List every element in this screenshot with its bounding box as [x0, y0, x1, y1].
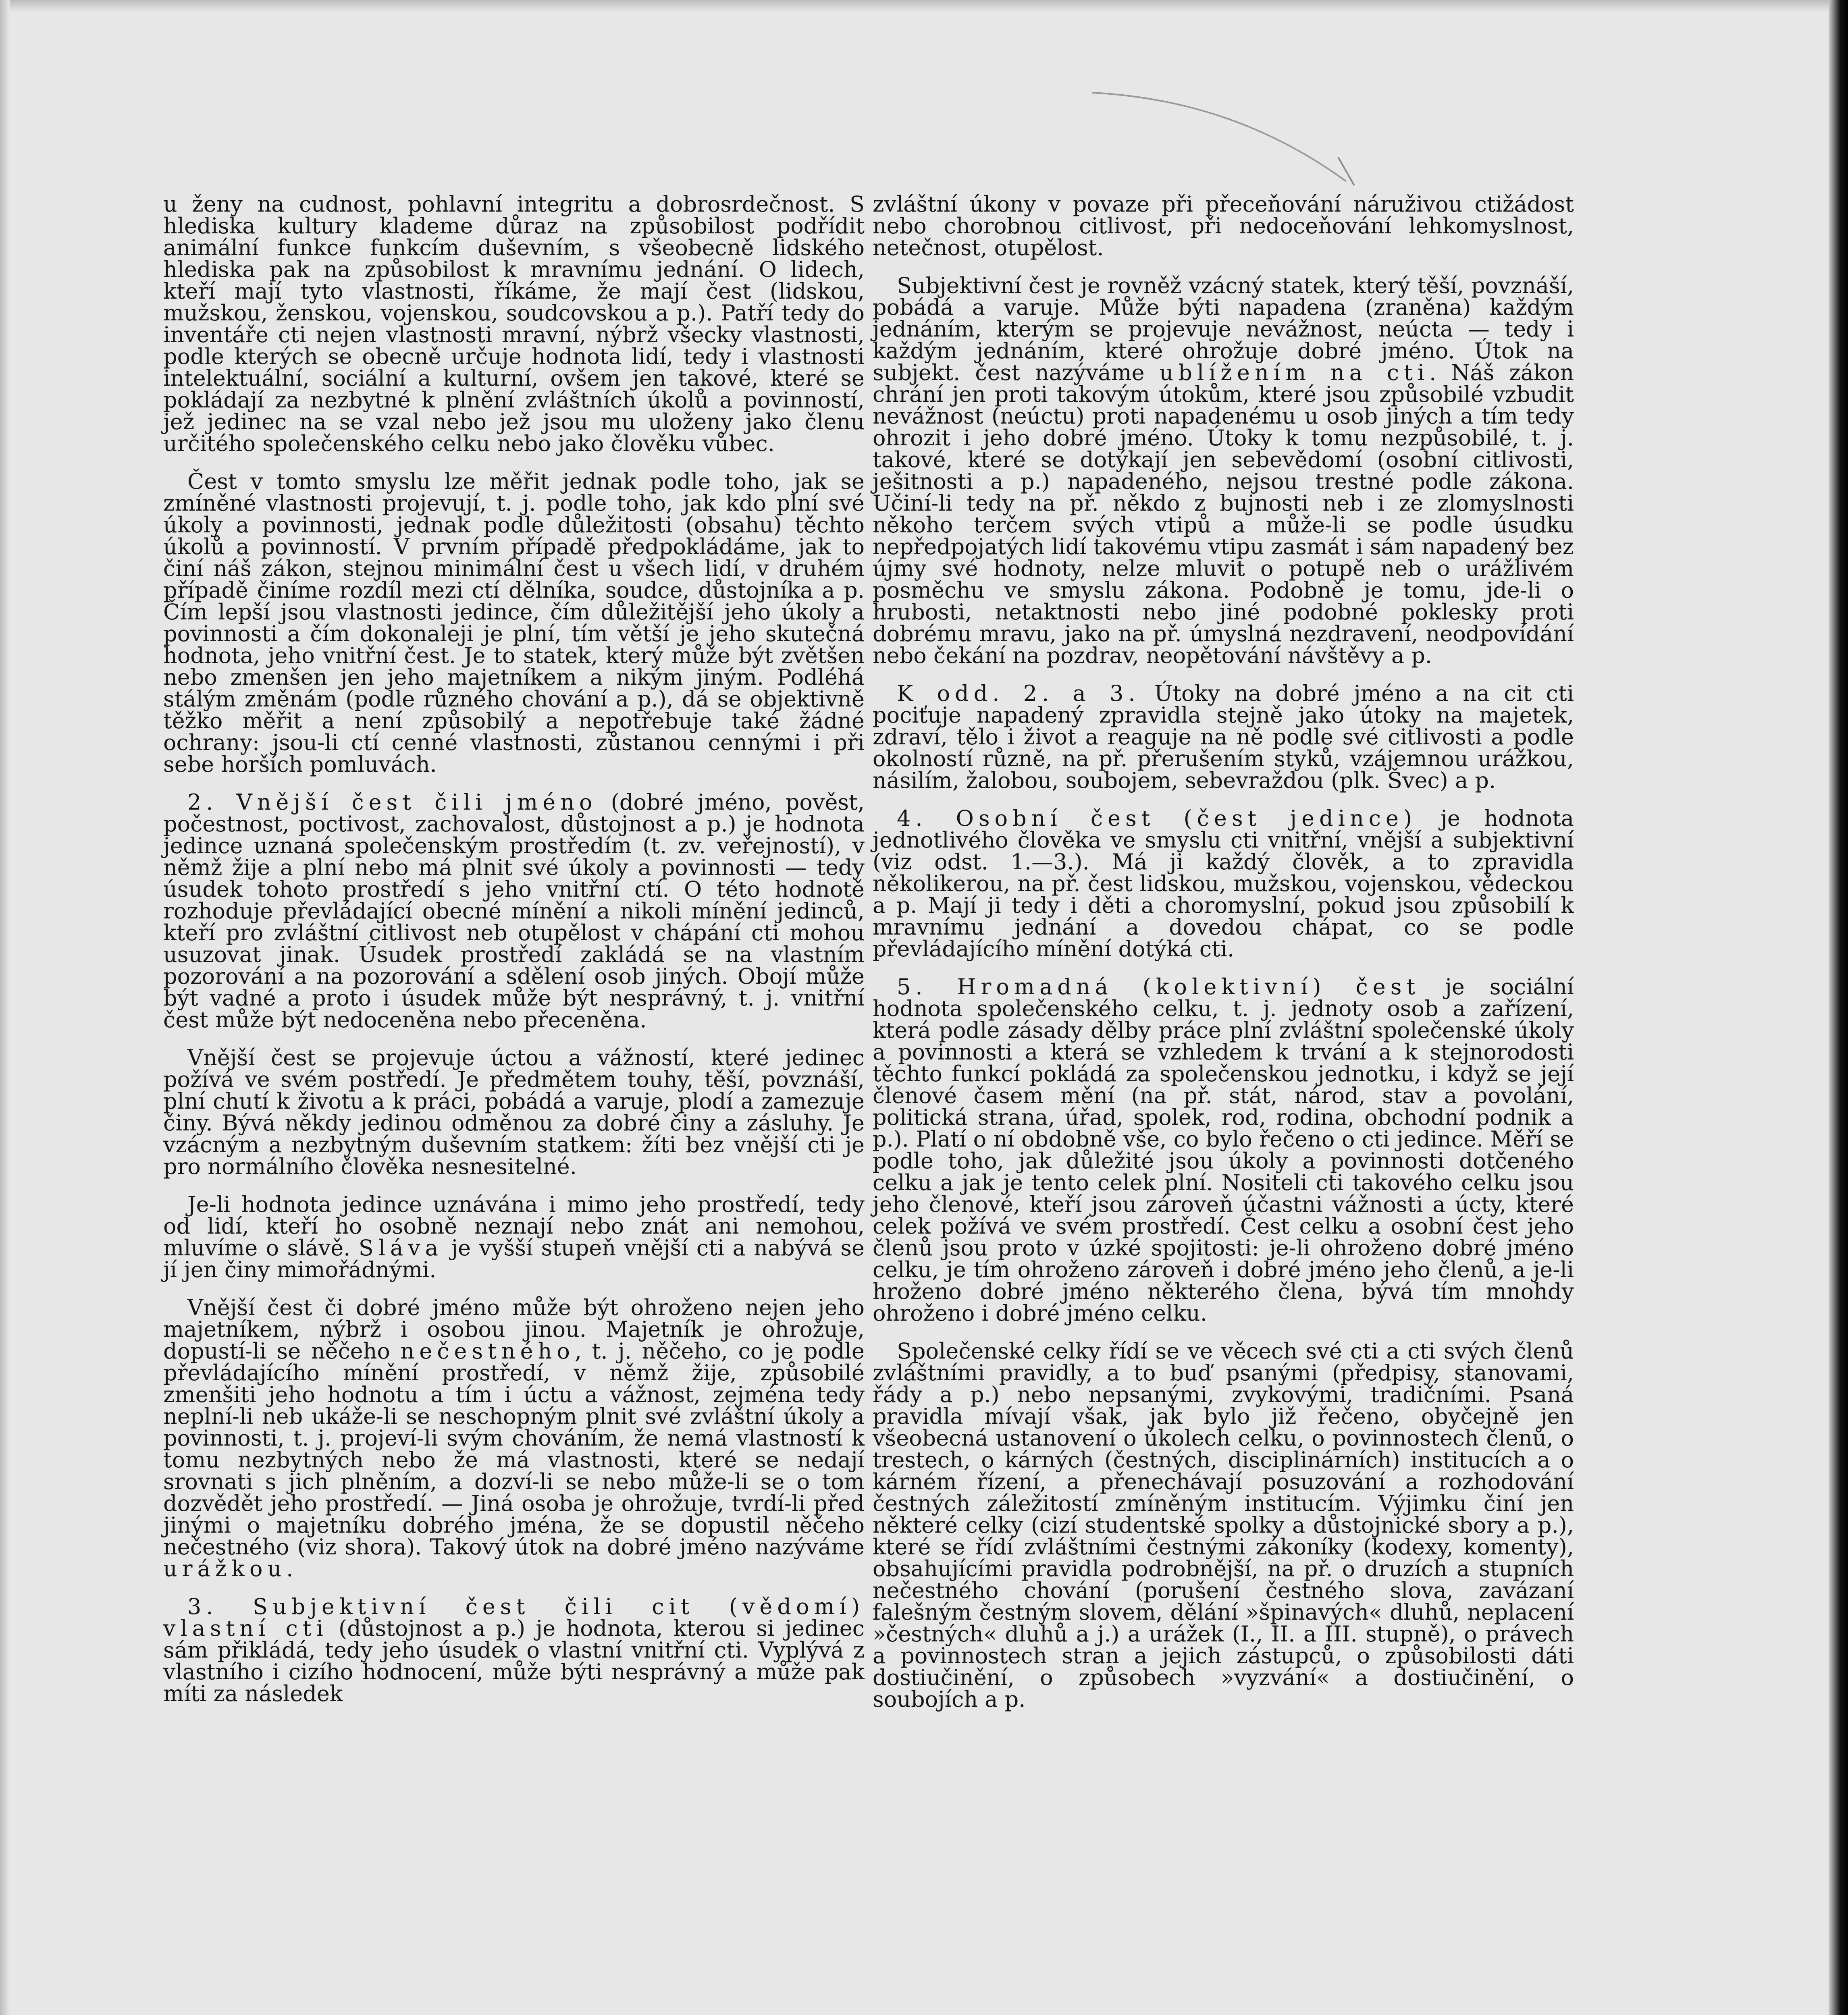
threat-text-b: , t. j. něčeho, co je podle převládajícího mínění prostředí, v němž žije, způsobilé zmenšiti jeho hodnotu a tím i úctu a vážnost, zejména tedy neplní-li neb ukáže-li se neschopným plnit své zvláštní úkoly a povinnosti, t. j. projeví-li svým chováním, že nemá vlastností k tomu nezbytných nebo že má vlastnosti, které se nedají srovnati s jich plněním, a dozví-li se nebo může-li se o tom dozvědět jeho prostředí. — Jiná osoba je ohrožuje, tvrdí-li před jinými o majetníku dobrého jména, že se dopustil něčeho nečestného (viz shora). Takový útok na dobré jméno nazýváme	[163, 1338, 865, 1560]
personal-honor-text: je hodnota jednotlivého člověka ve smyslu cti vnitřní, vnější a subjektivní (viz odst. 1.—3.). Má ji každý člověk, a to zpravidla několikerou, na př. čest lidskou, mužskou, vojenskou, vědeckou a p. Mají ji tedy i děti a choromyslní, pokud jsou způsobilí k mravnímu jednání a dovedou chápat, co se podle převládajícího mínění dotýká cti.	[873, 806, 1574, 962]
sections-2-3-text: Útoky na dobré jméno a na cit cti pociťuje napadený zpravidla stejně jako útoky na majetek, zdraví, tělo i život a reaguje na ně podle své citlivosti a podle okolností různě, na př. přerušením styků, vzájemnou urážkou, násilím, žalobou, soubojem, sebevraždou (plk. Švec) a p.	[873, 681, 1574, 793]
paragraph-fame	[163, 1194, 865, 1281]
paragraph-subjective-good	[873, 275, 1574, 667]
threat-text-a: Vnější čest či dobré jméno může být ohroženo nejen jeho majetníkem, nýbrž i osobou jinou. Majetník je ohrožuje, dopustí-li se něčeho	[163, 1295, 865, 1364]
dishonorable-term: nečestného	[400, 1338, 575, 1364]
collective-honor-text: je sociální hodnota společenského celku, t. j. jednoty osob a zařízení, která podle zásady dělby práce plní zvláštní společenské úkoly a povinnosti a která se vzhledem k trvání a k stejnorodosti těchto funkcí pokládá za společenskou jednotku, i když se její členové časem mění (na př. stát, národ, stav a povolání, politická strana, úřad, spolek, rod, rodina, obchodní podnik a p.). Platí o ní obdobně vše, co bylo řečeno o cti jedince. Měří se podle toho, jak důležité jsou úkoly a povinnosti dotčeného celku a jak je tento celek plní. Nositeli cti takového celku jsou jeho členové, kteří jsou zároveň účastni vážnosti a úcty, které celek požívá ve svém prostředí. Čest celku a osobní čest jeho členů jsou proto v úzké spojitosti: je-li ohroženo dobré jméno celku, je tím ohroženo zároveň i dobré jméno jeho členů, a je-li hroženo dobré jméno některého člena, bývá tím mnohdy ohroženo i dobré jméno celku.	[873, 974, 1574, 1326]
paragraph-social-rules: Společenské celky řídí se ve věcech své cti a cti svých členů zvláštními pravidly, a to buď psanými (předpisy, stanovami, řády a p.) nebo nepsanými, zvykovými, tradičními. Psaná pravidla mívají však, jak bylo již řečeno, obyčejně jen všeobecná ustanovení o úkolech celku, o povinnostech členů, o trestech, o kárných (čestných, disciplinárních) institucích a o kárném řízení, a přenechávají posuzování a rozhodování čestných záležitostí zmíněným institucím. Výjimku činí jen některé celky (cizí studentské spolky a důstojnické sbory a p.), které se řídí zvláštními čestnými zákoníky (kodexy, komenty), obsahujícími pravidla podrobnější, na př. o druzích a stupních nečestného chování (porušení čestného slova, zavázaní falešným čestným slovem, dělání »špinavých« dluhů, neplacení »čestných« dluhů a j.) a urážek (I., II. a III. stupně), o právech a povinnostech stran a jejich zástupců, o způsobilosti dáti dostiučinění, o způsobech »vyzvání« a dostiučinění, o soubojích a p.	[873, 1338, 1574, 1712]
heading-outer-honor: 2. Vnější čest čili jméno	[187, 789, 597, 815]
fame-text-b: je vyšší stupeň vnější cti a nabývá se jí jen činy mimořádnými.	[163, 1235, 865, 1282]
paragraph-outer-honor	[163, 791, 865, 1031]
paragraph-inner-honor: Čest v tomto smyslu lze měřit jednak podle toho, jak se zmíněné vlastnosti projevují, t. j. podle toho, jak kdo plní své úkoly a povinnosti, jednak podle důležitosti (obsahu) těchto úkolů a povinností. V prvním případě předpokládáme, jak to činí náš zákon, stejnou minimální čest u všech lidí, v druhém případě činíme rozdíl mezi ctí dělníka, soudce, důstojníka a p. Čím lepší jsou vlastnosti jedince, čím důležitější jeho úkoly a povinnosti a čím dokonaleji je plní, tím větší je jeho skutečná hodnota, jeho vnitřní čest. Je to statek, který může být zvětšen nebo zmenšen jen jeho majetníkem a nikým jiným. Podléhá stálým změnám (podle různého chování a p.), dá se objektivně těžko měřit a není způsobilý a nepotřebuje také žádné ochrany: jsou-li ctí cenné vlastnosti, zůstanou cennými i při sebe horších pomluvách.	[163, 469, 865, 777]
paragraph-honor-virtues: u ženy na cudnost, pohlavní integritu a dobrosrdečnost. S hlediska kultury klademe důraz na způsobilost podřídit animální funkce funkcím duševním, s všeobecně lidského hlediska pak na způsobilost k mravnímu jednání. O lidech, kteří mají tyto vlastnosti, říkáme, že mají čest (lidskou, mužskou, ženskou, vojenskou, soudcovskou a p.). Patří tedy do inventáře cti nejen vlastnosti mravní, nýbrž všecky vlastnosti, podle kterých se obecně určuje hodnota lidí, tedy i vlastnosti intelektuální, sociální a kulturní, ovšem jen takové, které se pokládají za nezbytné k plnění zvláštních úkolů a povinností, jež jedinec na se vzal nebo jež jsou mu uloženy jako členu určitého společenského celku nebo jako člověku vůbec.	[163, 191, 865, 456]
paragraph-threat	[163, 1297, 865, 1580]
paragraph-respect: Vnější čest se projevuje úctou a vážností, které jedinec požívá ve svém postředí. Je předmětem touhy, těší, povznáší, plní chutí k životu a k práci, pobádá a varuje, plodí a zamezuje činy. Bývá někdy jedinou odměnou za dobré činy a zásluhy. Je vzácným a nezbytným duševním statkem: žíti bez vnější cti je pro normálního člověka nesnesitelné.	[163, 1045, 865, 1179]
paragraph-continuation: zvláštní úkony v povaze při přeceňování náruživou ctižádost nebo chorobnou citlivost, při nedoceňování lehkomyslnost, netečnost, otupělost.	[873, 191, 1574, 260]
fame-text-a: Je-li hodnota jedince uznávána i mimo jeho prostředí, tedy od lidí, kteří ho osobně neznají nebo znát ani nemohou, mluvíme o slávě.	[163, 1192, 865, 1261]
scan-top-shadow	[0, 0, 1848, 12]
paragraph-personal-honor	[873, 808, 1574, 960]
insult-term: urážkou.	[163, 1556, 298, 1581]
paragraph-collective-honor	[873, 976, 1574, 1324]
subjective-good-text-a: Subjektivní čest je rovněž vzácný statek, který těší, povznáší, pobádá a varuje. Může býti napadena (zraněna) každým jednáním, kterým se projevuje nevážnost, neúcta — tedy i každým jednáním, které ohrožuje dobré jméno. Útok na subjekt. čest nazýváme	[873, 273, 1574, 385]
paragraph-outer-honor-text: (dobré jméno, pověst, počestnost, poctivost, zachovalost, důstojnost a p.) je hodnota jedince uznaná společenským prostředím (t. zv. veřejností), v němž žije a plní nebo má plnit své úkoly a povinnosti — tedy úsudek tohoto prostředí s jeho vnitřní ctí. O této hodnotě rozhoduje převládající obecné mínění a nikoli mínění jedinců, kteří pro zvláštní citlivost neb otupělost v chápání cti mohou usuzovat jinak. Úsudek prostředí zakládá se na vlastním pozorování a na pozorování a sdělení osob jiných. Obojí může být vadné a proto i úsudek může být nesprávný, t. j. vnitřní čest může být nedoceněna nebo přeceněna.	[163, 789, 865, 1032]
heading-sections-2-3: K odd. 2. a 3.	[897, 681, 1140, 706]
heading-collective-honor: 5. Hromadná (kolektivní) čest	[897, 974, 1420, 999]
paragraph-subjective-honor	[163, 1596, 865, 1705]
offense-term: ublížením na cti	[1159, 360, 1430, 385]
fame-term: Sláva	[358, 1235, 443, 1261]
subjective-good-text-b: . Náš zákon chrání jen proti takovým útokům, které jsou způsobilé vzbudit nevážnost (neúctu) proti napadenému u osob jiných a tím tedy ohrozit i jeho dobré jméno. Útoky k tomu nezpůsobilé, t. j. takové, které se dotýkají jen sebevědomí (osobní citlivosti, ješitnosti a p.) napadeného, nejsou trestné podle zákona. Učiní-li tedy na př. někdo z bujnosti neb i ze zlomyslnosti někoho terčem svých vtipů a může-li se podle úsudku nepředpojatých lidí takovému vtipu zasmát i sám napadený bez újmy své hodnoty, nelze mluvit o potupě neb o urážlivém posměchu ve smyslu zákona. Podobně je tomu, jde-li o hrubosti, netaktnosti nebo jiné podobné poklesky proti dobrému mravu, jako na př. úmyslná nezdravení, neodpovídání nebo čekání na pozdrav, neopětování návštěvy a p.	[873, 360, 1574, 668]
left-column	[163, 193, 865, 1721]
paragraph-sections-2-3	[873, 683, 1574, 791]
heading-subjective-honor: 3. Subjektivní čest čili cit (vědomí) vlastní cti	[163, 1594, 865, 1641]
subjective-honor-text: (důstojnost a p.) je hodnota, kterou si jedinec sám přikládá, tedy jeho úsudek o vlastní vnitřní cti. Vyplývá z vlastního i cizího hodnocení, může býti nesprávný a může pak míti za následek	[163, 1616, 865, 1706]
scan-left-edge	[0, 0, 10, 2015]
heading-personal-honor: 4. Osobní čest (čest jedince)	[897, 806, 1417, 831]
scan-right-edge	[1829, 0, 1848, 2015]
right-column	[873, 193, 1574, 1726]
